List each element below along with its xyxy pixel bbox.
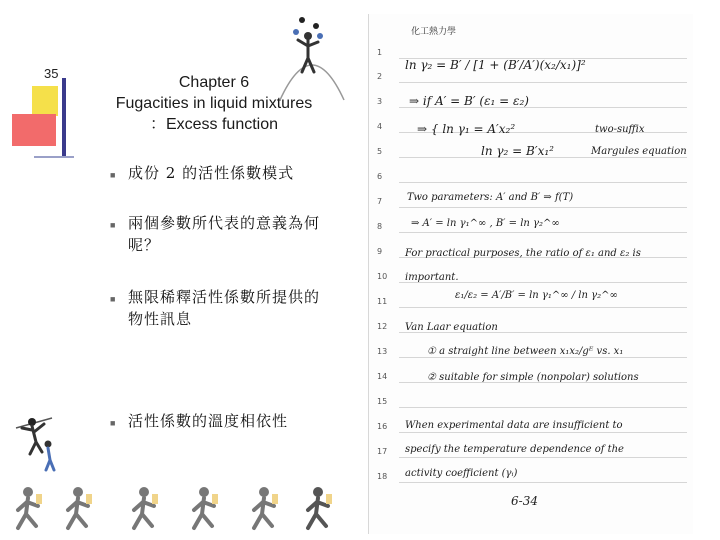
ruled-line	[399, 407, 687, 408]
line-number: 17	[377, 447, 388, 456]
bullet-marker: ■	[110, 220, 116, 230]
bullet-item: 成份 2 的活性係數模式	[128, 164, 295, 182]
notebook-header: 化工熱力學	[411, 27, 457, 37]
line-number: 9	[377, 247, 383, 256]
line-number: 2	[377, 72, 383, 81]
decorative-yellow-block	[32, 86, 58, 116]
ruled-line	[399, 357, 687, 358]
line-number: 10	[377, 272, 388, 281]
handwritten-equation: ⇒ if A′ = B′ (ε₁ = ε₂)	[409, 94, 529, 108]
ruled-line	[399, 182, 687, 183]
line-number: 18	[377, 472, 388, 481]
bullet-item: 兩個參數所代表的意義為何呢？	[128, 214, 321, 254]
handwritten-equation: ⇒ A′ = ln γ₁^∞ , B′ = ln γ₂^∞	[411, 218, 560, 229]
handwritten-note: Two parameters: A′ and B′ ⇒ f(T)	[407, 192, 574, 203]
ruled-line	[399, 432, 687, 433]
bullet-marker: ■	[110, 294, 116, 304]
climber-figure-illustration	[12, 408, 64, 472]
handwritten-note: Margules equation	[591, 146, 687, 157]
handwritten-equation: ε₁/ε₂ = A′/B′ = ln γ₁^∞ / ln γ₂^∞	[455, 290, 618, 301]
bullet-item: 無限稀釋活性係數所提供的物性訊息	[128, 288, 321, 328]
handwritten-note: When experimental data are insufficient to	[405, 420, 623, 431]
ruled-line	[399, 207, 687, 208]
handwritten-note: ② suitable for simple (nonpolar) solutions	[427, 372, 639, 383]
handwritten-equation: ln γ₂ = B′ / [1 + (B′/A′)(x₂/x₁)]²	[405, 58, 586, 72]
bullet-marker: ■	[110, 418, 116, 428]
running-figures-illustration	[4, 484, 344, 538]
decorative-red-block	[12, 114, 56, 146]
ruled-line	[399, 307, 687, 308]
line-number: 11	[377, 297, 388, 306]
line-number: 14	[377, 372, 388, 381]
line-number: 6	[377, 172, 383, 181]
bullet-item: 活性係數的溫度相依性	[128, 412, 289, 430]
handwritten-note: For practical purposes, the ratio of ε₁ and ε₂ is	[405, 248, 641, 259]
decorative-vertical-bar	[62, 78, 66, 158]
line-number: 8	[377, 222, 383, 231]
line-number: 3	[377, 97, 383, 106]
line-number: 13	[377, 347, 388, 356]
handwritten-equation: ⇒ { ln γ₁ = A′x₂²	[417, 122, 516, 136]
line-number: 4	[377, 122, 383, 131]
line-number: 1	[377, 48, 383, 57]
ruled-line	[399, 457, 687, 458]
handwritten-note: two-suffix	[595, 124, 645, 135]
ruled-line	[399, 82, 687, 83]
title-line-3: ：Excess function	[149, 116, 279, 133]
handwritten-notes-page	[368, 14, 693, 534]
handwritten-note: activity coefficient (γᵢ)	[405, 468, 518, 479]
handwritten-note: ① a straight line between x₁x₂/gᴱ vs. x₁	[427, 346, 624, 357]
line-number: 7	[377, 197, 383, 206]
bullet-marker: ■	[110, 170, 116, 180]
line-number: 15	[377, 397, 388, 406]
line-number: 16	[377, 422, 388, 431]
line-number: 5	[377, 147, 383, 156]
slide-number: 35	[44, 66, 59, 81]
juggler-figure-illustration	[272, 10, 352, 102]
handwritten-equation: ln γ₂ = B′x₁²	[481, 144, 554, 158]
title-line-2: Fugacities in liquid mixtures	[115, 95, 313, 112]
ruled-line	[399, 232, 687, 233]
ruled-line	[399, 482, 687, 483]
decorative-divider	[34, 156, 74, 158]
handwritten-note: important.	[405, 272, 459, 283]
title-line-1: Chapter 6	[178, 74, 250, 91]
line-number: 12	[377, 322, 388, 331]
handwritten-note: Van Laar equation	[405, 322, 498, 333]
page-label: 6-34	[511, 494, 538, 508]
handwritten-note: specify the temperature dependence of the	[405, 444, 624, 455]
